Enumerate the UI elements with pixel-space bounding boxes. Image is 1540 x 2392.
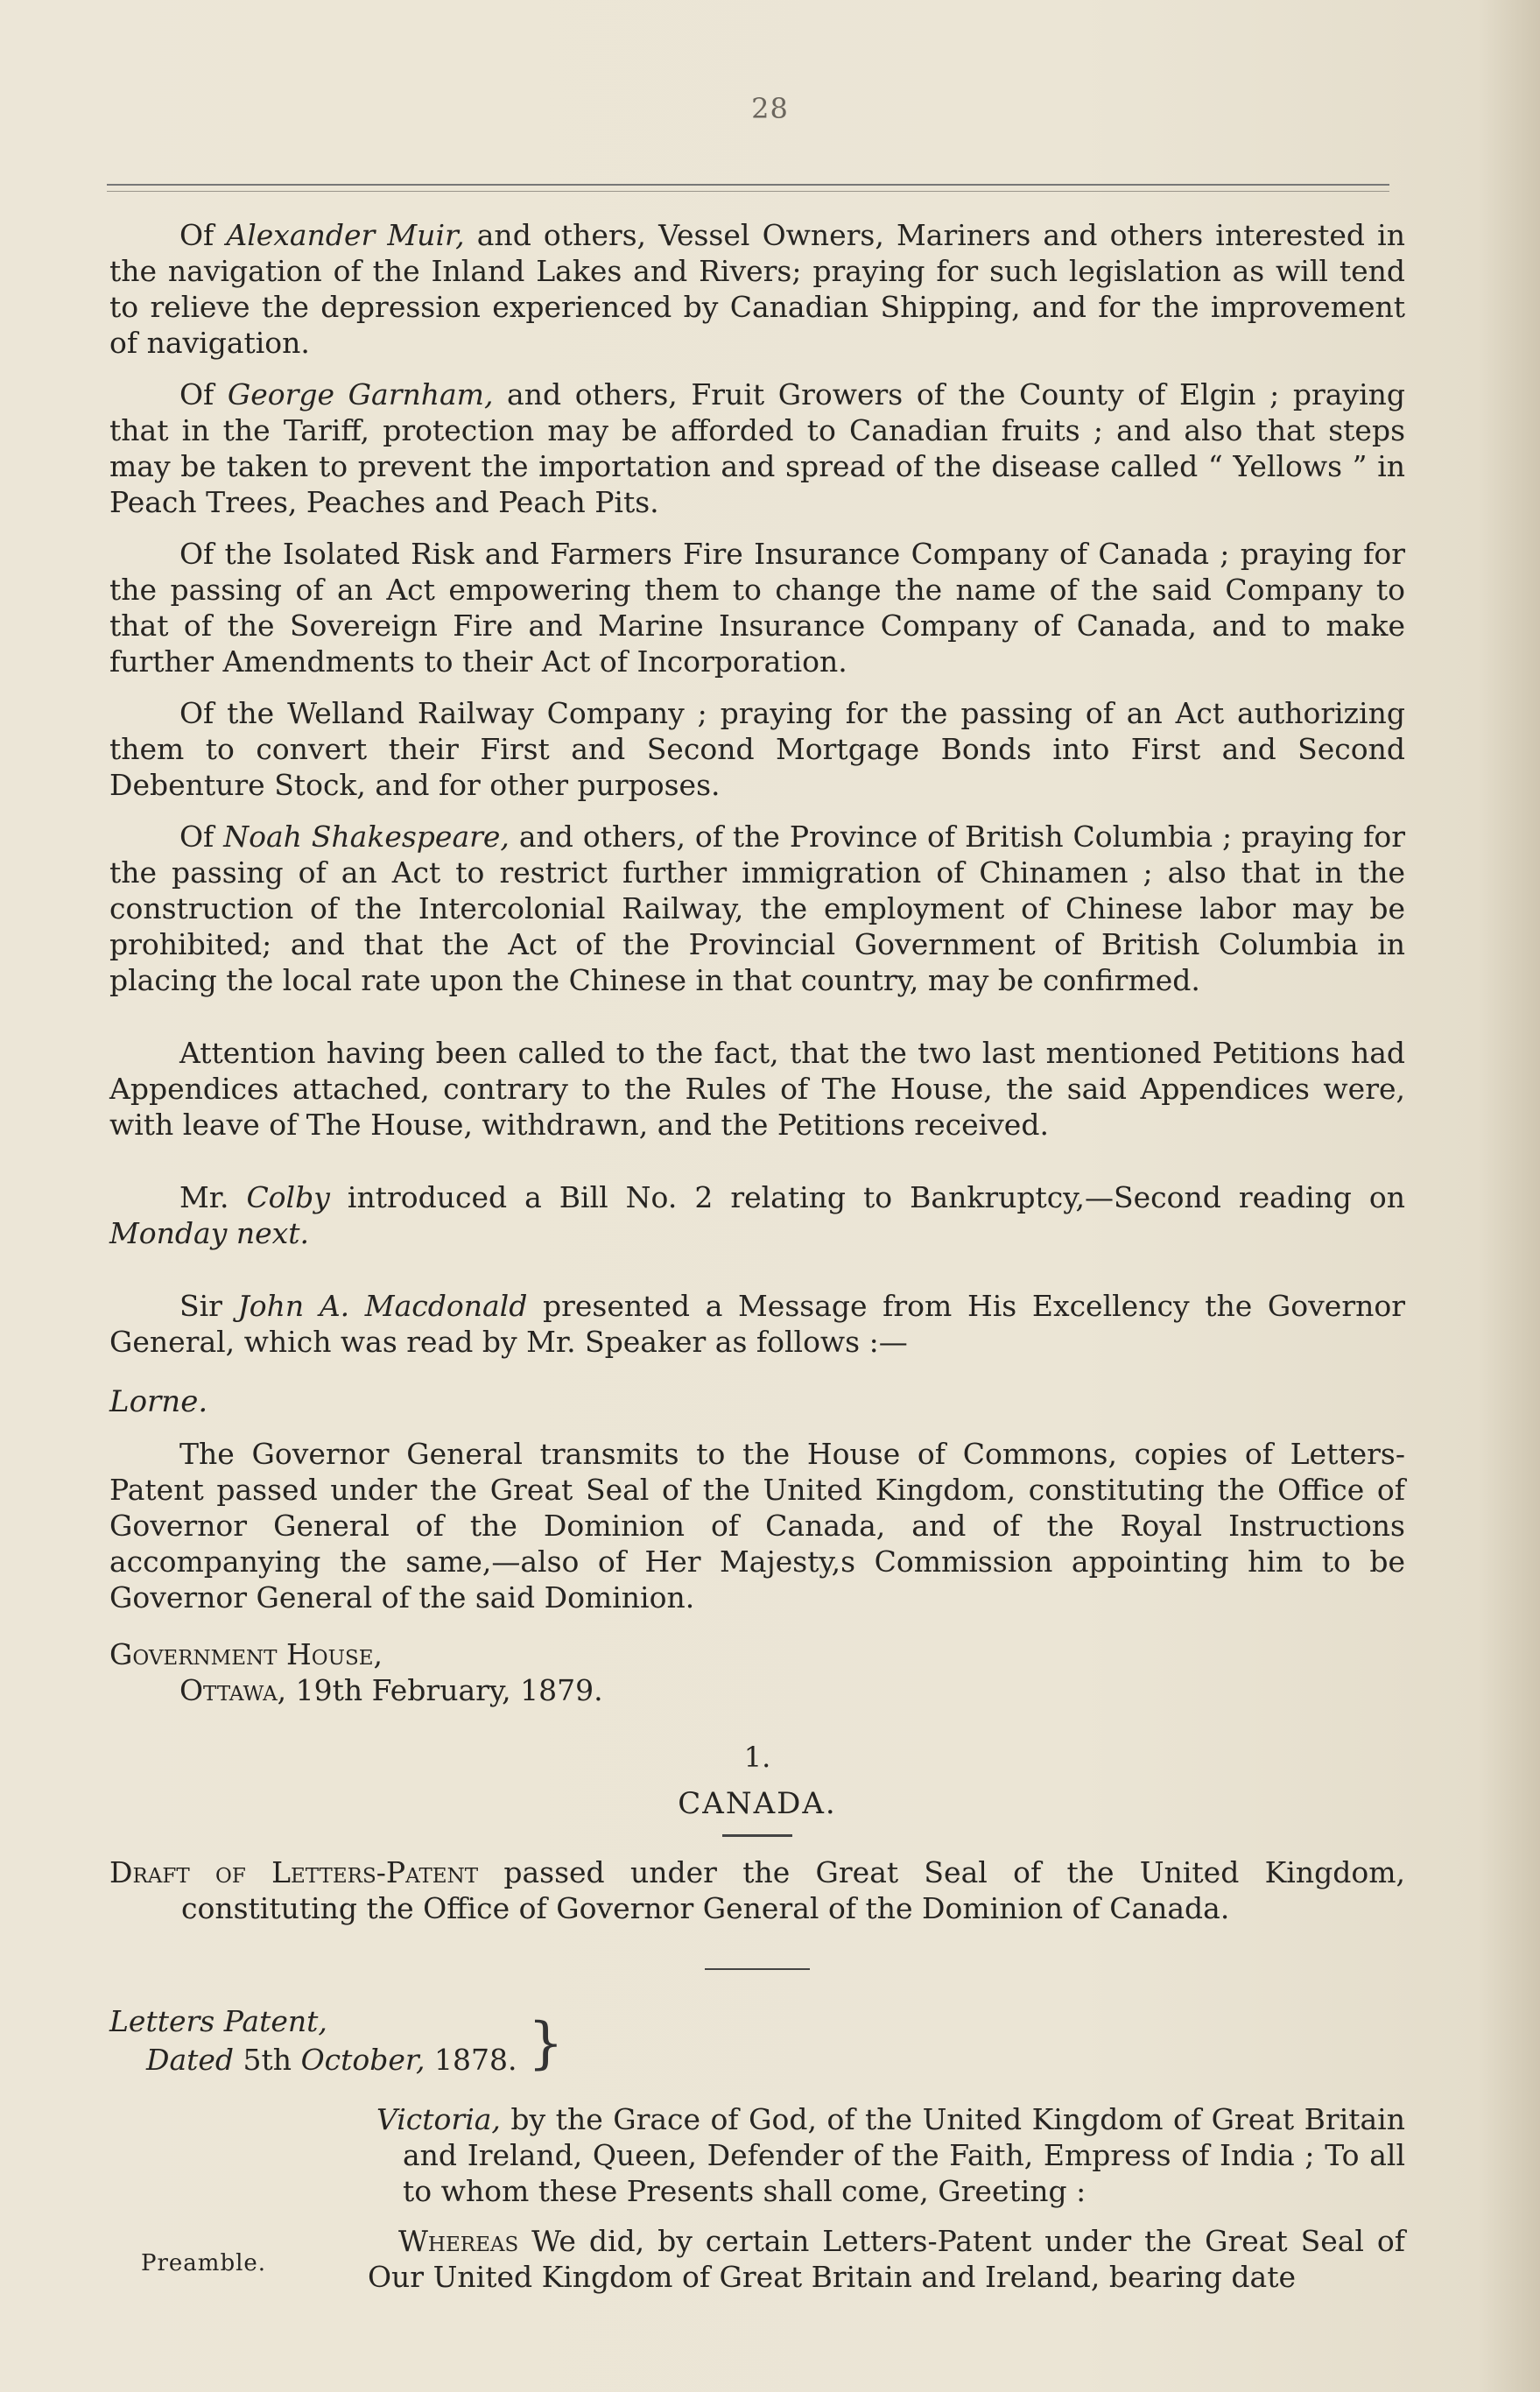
draft-heading: Draft of Letters-Patent passed under the Great Seal of the United Kingdom, constituting the Office of Governor General of the Dominion of Canada.	[109, 1855, 1405, 1925]
petitioner-name: Noah Shakespeare,	[223, 820, 510, 854]
petition-garnham: Of George Garnham, and others, Fruit Growers of the County of Elgin ; praying that in the Tariff, protection may be afforded to Canadian fruits ; and also that steps may be taken to prevent the importation and spread of the disease called “ Yellows ” in Peach Trees, Peaches and Peach Pits.	[109, 377, 1405, 519]
header-rule	[107, 184, 1389, 186]
petition-shakespeare: Of Noah Shakespeare, and others, of the Province of British Columbia ; praying for the passing of an Act to restrict further immigration of Chinamen ; also that in the construction of the Intercolonial Railway, the employment of Chinese labor may be prohibited; and that the Act of the Provincial Government of British Columbia in placing the local rate upon the Chinese in that country, may be confirmed.	[109, 820, 1406, 997]
page-body	[109, 217, 1405, 2295]
preamble-section	[109, 2223, 1405, 2295]
margin-note-preamble: Preamble.	[141, 2250, 267, 2276]
petitioner-name: George Garnham,	[227, 377, 494, 412]
government-house-dateline: Government House, Ottawa, 19th February, 1879.	[109, 1637, 603, 1707]
victoria-salutation: Victoria, by the Grace of God, of the United Kingdom of Great Britain and Ireland, Queen, Defender of the Faith, Empress of India ; To all to whom these Presents shall come, Greeting :	[376, 2102, 1405, 2208]
governor-message: The Governor General transmits to the House of Commons, copies of Letters-Patent passed under the Great Seal of the United Kingdom, constituting the Office of Governor General of the Dominion of Canada, and of the Royal Instructions accompanying the same,—also of Her Majesty,s Commission appointing him to be Governor General of the said Dominion.	[109, 1437, 1405, 1615]
section-rule	[722, 1834, 792, 1837]
whereas-paragraph: Whereas We did, by certain Letters-Patent under the Great Seal of Our United Kingdom of Great Britain and Ireland, bearing date	[368, 2224, 1405, 2294]
section-title: CANADA.	[678, 1786, 837, 1821]
attention-paragraph: Attention having been called to the fact, that the two last mentioned Petitions had Appendices attached, contrary to the Rules of The House, the said Appendices were, with leave of The House, withdrawn, and the Petitions received.	[109, 1036, 1405, 1142]
colby-bill-paragraph: Mr. Colby introduced a Bill No. 2 relating to Bankruptcy,—Second reading on Monday next.	[109, 1180, 1406, 1250]
header-rule-thin	[107, 191, 1389, 192]
macdonald-message-paragraph: Sir John A. Macdonald presented a Message from His Excellency the Governor General, which was read by Mr. Speaker as follows :—	[109, 1289, 1405, 1359]
brace-glyph: }	[528, 2011, 564, 2076]
petition-welland-railway: Of the Welland Railway Company ; praying for the passing of an Act authorizing them to convert their First and Second Mortgage Bonds into First and Second Debenture Stock, and for other purposes.	[109, 696, 1405, 802]
petitioner-name: Alexander Muir,	[226, 218, 465, 252]
section-number: 1.	[743, 1741, 771, 1774]
letters-patent-dateline: Letters Patent, Dated 5th October, 1878. }	[109, 2004, 564, 2077]
petition-muir: Of Alexander Muir, and others, Vessel Owners, Mariners and others interested in the navigation of the Inland Lakes and Rivers; praying for such legislation as will tend to relieve the depression experienced by Canadian Shipping, and for the improvement of navigation.	[109, 218, 1405, 360]
draft-rule	[705, 1968, 810, 1970]
signature-lorne: Lorne.	[109, 1384, 208, 1419]
page-number: 28	[751, 92, 789, 125]
petition-isolated-risk: Of the Isolated Risk and Farmers Fire Insurance Company of Canada ; praying for the passing of an Act empowering them to change the name of the said Company to that of the Sovereign Fire and Marine Insurance Company of Canada, and to make further Amendments to their Act of Incorporation.	[109, 537, 1405, 679]
